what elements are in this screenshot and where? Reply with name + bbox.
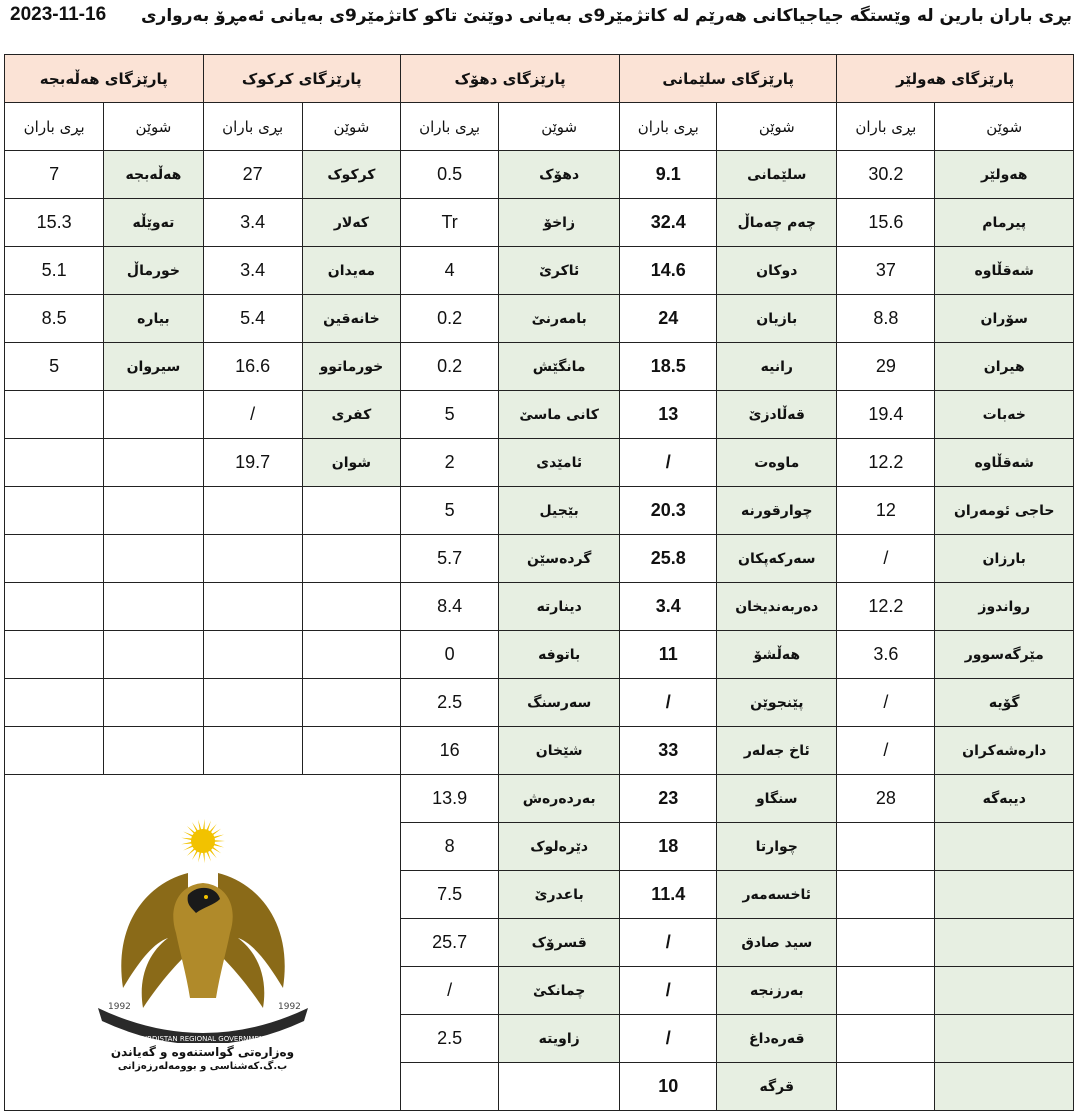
station-cell: سۆران (935, 295, 1074, 343)
rainfall-table (4, 54, 1074, 1111)
sun-ray (198, 851, 201, 862)
sun-ray (213, 840, 224, 842)
sun-ray (183, 845, 193, 851)
amount-header: بڕی باران (5, 103, 104, 151)
station-cell: هیران (935, 343, 1074, 391)
station-cell: بیارە (104, 295, 203, 343)
department-name: ب.گ.کەشناسی و بوومەلەرزەزانی (117, 1061, 288, 1072)
station-cell (302, 583, 400, 631)
station-cell: دهۆک (499, 151, 620, 199)
rainfall-value-cell (5, 727, 104, 775)
station-cell (302, 487, 400, 535)
station-cell: حاجی ئومەران (935, 487, 1074, 535)
rainfall-value-cell: 4 (401, 247, 499, 295)
station-cell: چمانکێ (499, 967, 620, 1015)
station-cell: قەڵادزێ (717, 391, 837, 439)
title-bar (0, 0, 1086, 36)
rainfall-value-cell: 3.4 (203, 247, 302, 295)
station-cell: هەڵشۆ (717, 631, 837, 679)
station-cell (935, 1063, 1074, 1111)
station-cell: تەوێڵە (104, 199, 203, 247)
station-cell: کرکوک (302, 151, 400, 199)
amount-header: بڕی باران (837, 103, 935, 151)
rainfall-value-cell (837, 1015, 935, 1063)
station-cell (935, 871, 1074, 919)
station-cell (935, 919, 1074, 967)
rainfall-value-cell: 28 (837, 775, 935, 823)
rainfall-value-cell: / (620, 1015, 717, 1063)
amount-header: بڕی باران (620, 103, 717, 151)
station-cell (935, 823, 1074, 871)
station-cell: شەقڵاوە (935, 439, 1074, 487)
sun-ray (206, 851, 211, 862)
rainfall-value-cell: 8.4 (401, 583, 499, 631)
rainfall-value-cell: 29 (837, 343, 935, 391)
station-cell: قسرۆک (499, 919, 620, 967)
rainfall-value-cell: 15.6 (837, 199, 935, 247)
station-cell: شێخان (499, 727, 620, 775)
station-cell: مانگێش (499, 343, 620, 391)
rainfall-value-cell (5, 631, 104, 679)
rainfall-value-cell (203, 487, 302, 535)
station-cell (104, 487, 203, 535)
station-cell (499, 1063, 620, 1111)
sun-ray (206, 821, 211, 832)
rainfall-value-cell: 0.2 (401, 295, 499, 343)
table-row (5, 775, 1074, 823)
rainfall-value-cell: 8 (401, 823, 499, 871)
table-row (5, 391, 1074, 439)
station-cell: ماوەت (717, 439, 837, 487)
station-cell: سیروان (104, 343, 203, 391)
station-cell: مەیدان (302, 247, 400, 295)
station-cell: دێرەلوک (499, 823, 620, 871)
table-row (5, 247, 1074, 295)
station-cell: دینارتە (499, 583, 620, 631)
station-cell: چەم چەماڵ (717, 199, 837, 247)
rainfall-value-cell: / (401, 967, 499, 1015)
table-row (5, 439, 1074, 487)
sun-ray (202, 852, 204, 863)
rainfall-value-cell: 18 (620, 823, 717, 871)
station-cell: بێجیل (499, 487, 620, 535)
rainfall-value-cell (203, 679, 302, 727)
station-cell: گۆیە (935, 679, 1074, 727)
table-row (5, 679, 1074, 727)
rainfall-value-cell: 2.5 (401, 679, 499, 727)
rainfall-value-cell: 13.9 (401, 775, 499, 823)
rainfall-value-cell: 12 (837, 487, 935, 535)
station-cell (104, 583, 203, 631)
rainfall-value-cell (203, 583, 302, 631)
sun-ray (213, 843, 224, 847)
station-header: شوێن (499, 103, 620, 151)
station-cell: گردەسێن (499, 535, 620, 583)
station-cell: چوارتا (717, 823, 837, 871)
governorate-header: پارێزگای کرکوک (203, 55, 400, 103)
governorate-header: پارێزگای هەولێر (837, 55, 1074, 103)
rainfall-value-cell: 5 (401, 487, 499, 535)
station-cell: هەولێر (935, 151, 1074, 199)
sun-ray (181, 842, 192, 845)
station-header: شوێن (302, 103, 400, 151)
rainfall-body (5, 151, 1074, 1111)
rainfall-value-cell: 25.8 (620, 535, 717, 583)
station-cell (302, 535, 400, 583)
station-cell: خورماتوو (302, 343, 400, 391)
rainfall-value-cell (5, 679, 104, 727)
station-cell (302, 679, 400, 727)
station-cell: بازیان (717, 295, 837, 343)
logo-year-right: 1992 (277, 1002, 301, 1012)
rainfall-value-cell: / (620, 679, 717, 727)
station-header: شوێن (717, 103, 837, 151)
ministry-name: وەزارەتی گواستنەوە و گەیاندن (110, 1045, 295, 1059)
station-cell: ئاخسەمەر (717, 871, 837, 919)
station-cell: خورماڵ (104, 247, 203, 295)
sun-icon (181, 819, 225, 863)
krg-logo (68, 813, 338, 1072)
station-cell (302, 631, 400, 679)
rainfall-value-cell: 25.7 (401, 919, 499, 967)
sun-ray (198, 820, 201, 831)
sun-ray (183, 831, 193, 837)
title-date: 2023-11-16 (10, 4, 107, 25)
station-cell: قرگە (717, 1063, 837, 1111)
rainfall-value-cell: 19.7 (203, 439, 302, 487)
rainfall-value-cell (837, 871, 935, 919)
governorate-header-row (5, 55, 1074, 103)
station-cell: مێرگەسوور (935, 631, 1074, 679)
rainfall-value-cell: 5.4 (203, 295, 302, 343)
sun-ray (181, 838, 192, 841)
rainfall-value-cell: 23 (620, 775, 717, 823)
rainfall-value-cell (837, 967, 935, 1015)
station-cell: باتوفە (499, 631, 620, 679)
rainfall-value-cell: 8.8 (837, 295, 935, 343)
rainfall-value-cell (5, 583, 104, 631)
table-row (5, 535, 1074, 583)
station-cell: سید صادق (717, 919, 837, 967)
rainfall-value-cell: 30.2 (837, 151, 935, 199)
station-cell: دەربەندیخان (717, 583, 837, 631)
rainfall-value-cell: 0.5 (401, 151, 499, 199)
rainfall-value-cell (203, 535, 302, 583)
rainfall-value-cell: 2.5 (401, 1015, 499, 1063)
rainfall-value-cell: 5 (5, 343, 104, 391)
rainfall-value-cell: 24 (620, 295, 717, 343)
table-row (5, 631, 1074, 679)
rainfall-value-cell: 16.6 (203, 343, 302, 391)
rainfall-value-cell: 27 (203, 151, 302, 199)
station-cell: چوارقورنە (717, 487, 837, 535)
rainfall-value-cell: 13 (620, 391, 717, 439)
logo-year-left: 1992 (107, 1002, 131, 1012)
rainfall-value-cell: 15.3 (5, 199, 104, 247)
rainfall-value-cell: 37 (837, 247, 935, 295)
station-cell: کەلار (302, 199, 400, 247)
station-cell: سەرسنگ (499, 679, 620, 727)
rainfall-value-cell: / (837, 679, 935, 727)
rainfall-value-cell (203, 631, 302, 679)
rainfall-value-cell (5, 439, 104, 487)
table-row (5, 295, 1074, 343)
rainfall-value-cell: 7.5 (401, 871, 499, 919)
rainfall-value-cell: 3.6 (837, 631, 935, 679)
station-cell (104, 439, 203, 487)
station-cell (302, 727, 400, 775)
rainfall-value-cell: 12.2 (837, 439, 935, 487)
table-row (5, 487, 1074, 535)
station-cell: بەردەرەش (499, 775, 620, 823)
rainfall-value-cell: 7 (5, 151, 104, 199)
rainfall-value-cell: 5.7 (401, 535, 499, 583)
station-cell: بامەرنێ (499, 295, 620, 343)
station-cell: ئامێدی (499, 439, 620, 487)
station-cell: زاویتە (499, 1015, 620, 1063)
rainfall-value-cell: 16 (401, 727, 499, 775)
rainfall-value-cell (5, 487, 104, 535)
station-cell: خانەقین (302, 295, 400, 343)
station-cell: ئاکرێ (499, 247, 620, 295)
rainfall-value-cell: 10 (620, 1063, 717, 1111)
station-cell (104, 679, 203, 727)
station-cell: هەڵەبجە (104, 151, 203, 199)
rainfall-value-cell: Tr (401, 199, 499, 247)
logo-cell (5, 775, 401, 1111)
station-header: شوێن (104, 103, 203, 151)
station-cell: قەرەداغ (717, 1015, 837, 1063)
table-row (5, 583, 1074, 631)
amount-header: بڕی باران (401, 103, 499, 151)
station-cell: رواندوز (935, 583, 1074, 631)
rainfall-value-cell: 11 (620, 631, 717, 679)
sun-ray (213, 835, 224, 839)
column-header-row (5, 103, 1074, 151)
page-title: بڕی باران بارین لە وێستگە جیاجیاکانی هەرێم لە کاتژمێر9ی بەیانی دوێنێ تاکو کاتژمێر9ی بەیانی ئەمڕۆ بەرواری (140, 6, 1072, 26)
station-cell: سنگاو (717, 775, 837, 823)
station-cell: کانی ماسێ (499, 391, 620, 439)
station-cell (104, 727, 203, 775)
station-cell: ئاخ جەلەر (717, 727, 837, 775)
rainfall-value-cell: / (620, 439, 717, 487)
rainfall-value-cell: 2 (401, 439, 499, 487)
sun-ray (202, 819, 204, 830)
rainfall-value-cell: 5.1 (5, 247, 104, 295)
station-cell: بەرزنجە (717, 967, 837, 1015)
rainfall-value-cell: / (837, 535, 935, 583)
governorate-header: پارێزگای سلێمانی (620, 55, 837, 103)
station-cell: شەقڵاوە (935, 247, 1074, 295)
station-cell: باعدرێ (499, 871, 620, 919)
rainfall-value-cell: 32.4 (620, 199, 717, 247)
governorate-header: پارێزگای هەڵەبجە (5, 55, 204, 103)
station-cell: دوکان (717, 247, 837, 295)
rainfall-value-cell: / (837, 727, 935, 775)
station-cell: شوان (302, 439, 400, 487)
station-cell (935, 967, 1074, 1015)
table-row (5, 343, 1074, 391)
station-cell (104, 391, 203, 439)
rainfall-value-cell: 19.4 (837, 391, 935, 439)
station-cell: پێنجوێن (717, 679, 837, 727)
station-header: شوێن (935, 103, 1074, 151)
rainfall-value-cell (837, 919, 935, 967)
station-cell: کفری (302, 391, 400, 439)
rainfall-value-cell (5, 535, 104, 583)
station-cell (104, 631, 203, 679)
rainfall-value-cell: 12.2 (837, 583, 935, 631)
table-row (5, 151, 1074, 199)
amount-header: بڕی باران (203, 103, 302, 151)
rainfall-value-cell: / (620, 967, 717, 1015)
governorate-header: پارێزگای دهۆک (401, 55, 620, 103)
table-row (5, 727, 1074, 775)
station-cell: خەبات (935, 391, 1074, 439)
rainfall-value-cell: 3.4 (620, 583, 717, 631)
station-cell: بارزان (935, 535, 1074, 583)
station-cell: رانیە (717, 343, 837, 391)
logo-english-text: KURDISTAN REGIONAL GOVERNMENT (137, 1035, 268, 1043)
station-cell (104, 535, 203, 583)
rainfall-value-cell (203, 727, 302, 775)
rainfall-value-cell: 14.6 (620, 247, 717, 295)
station-cell (935, 1015, 1074, 1063)
rainfall-value-cell: 0 (401, 631, 499, 679)
rainfall-value-cell: / (620, 919, 717, 967)
rainfall-value-cell: 3.4 (203, 199, 302, 247)
rainfall-value-cell (837, 1063, 935, 1111)
rainfall-value-cell: 11.4 (620, 871, 717, 919)
rainfall-value-cell: 5 (401, 391, 499, 439)
rainfall-value-cell (401, 1063, 499, 1111)
station-cell: دارەشەکران (935, 727, 1074, 775)
station-cell: دیبەگە (935, 775, 1074, 823)
rainfall-value-cell: 20.3 (620, 487, 717, 535)
table-row (5, 199, 1074, 247)
rainfall-value-cell (5, 391, 104, 439)
station-cell: زاخۆ (499, 199, 620, 247)
rainfall-value-cell (837, 823, 935, 871)
station-cell: سلێمانی (717, 151, 837, 199)
rainfall-value-cell: / (203, 391, 302, 439)
rainfall-value-cell: 8.5 (5, 295, 104, 343)
rainfall-value-cell: 9.1 (620, 151, 717, 199)
station-cell: سەرکەپکان (717, 535, 837, 583)
station-cell: پیرمام (935, 199, 1074, 247)
krg-emblem-icon (68, 813, 338, 1043)
rainfall-value-cell: 18.5 (620, 343, 717, 391)
rainfall-value-cell: 33 (620, 727, 717, 775)
rainfall-value-cell: 0.2 (401, 343, 499, 391)
